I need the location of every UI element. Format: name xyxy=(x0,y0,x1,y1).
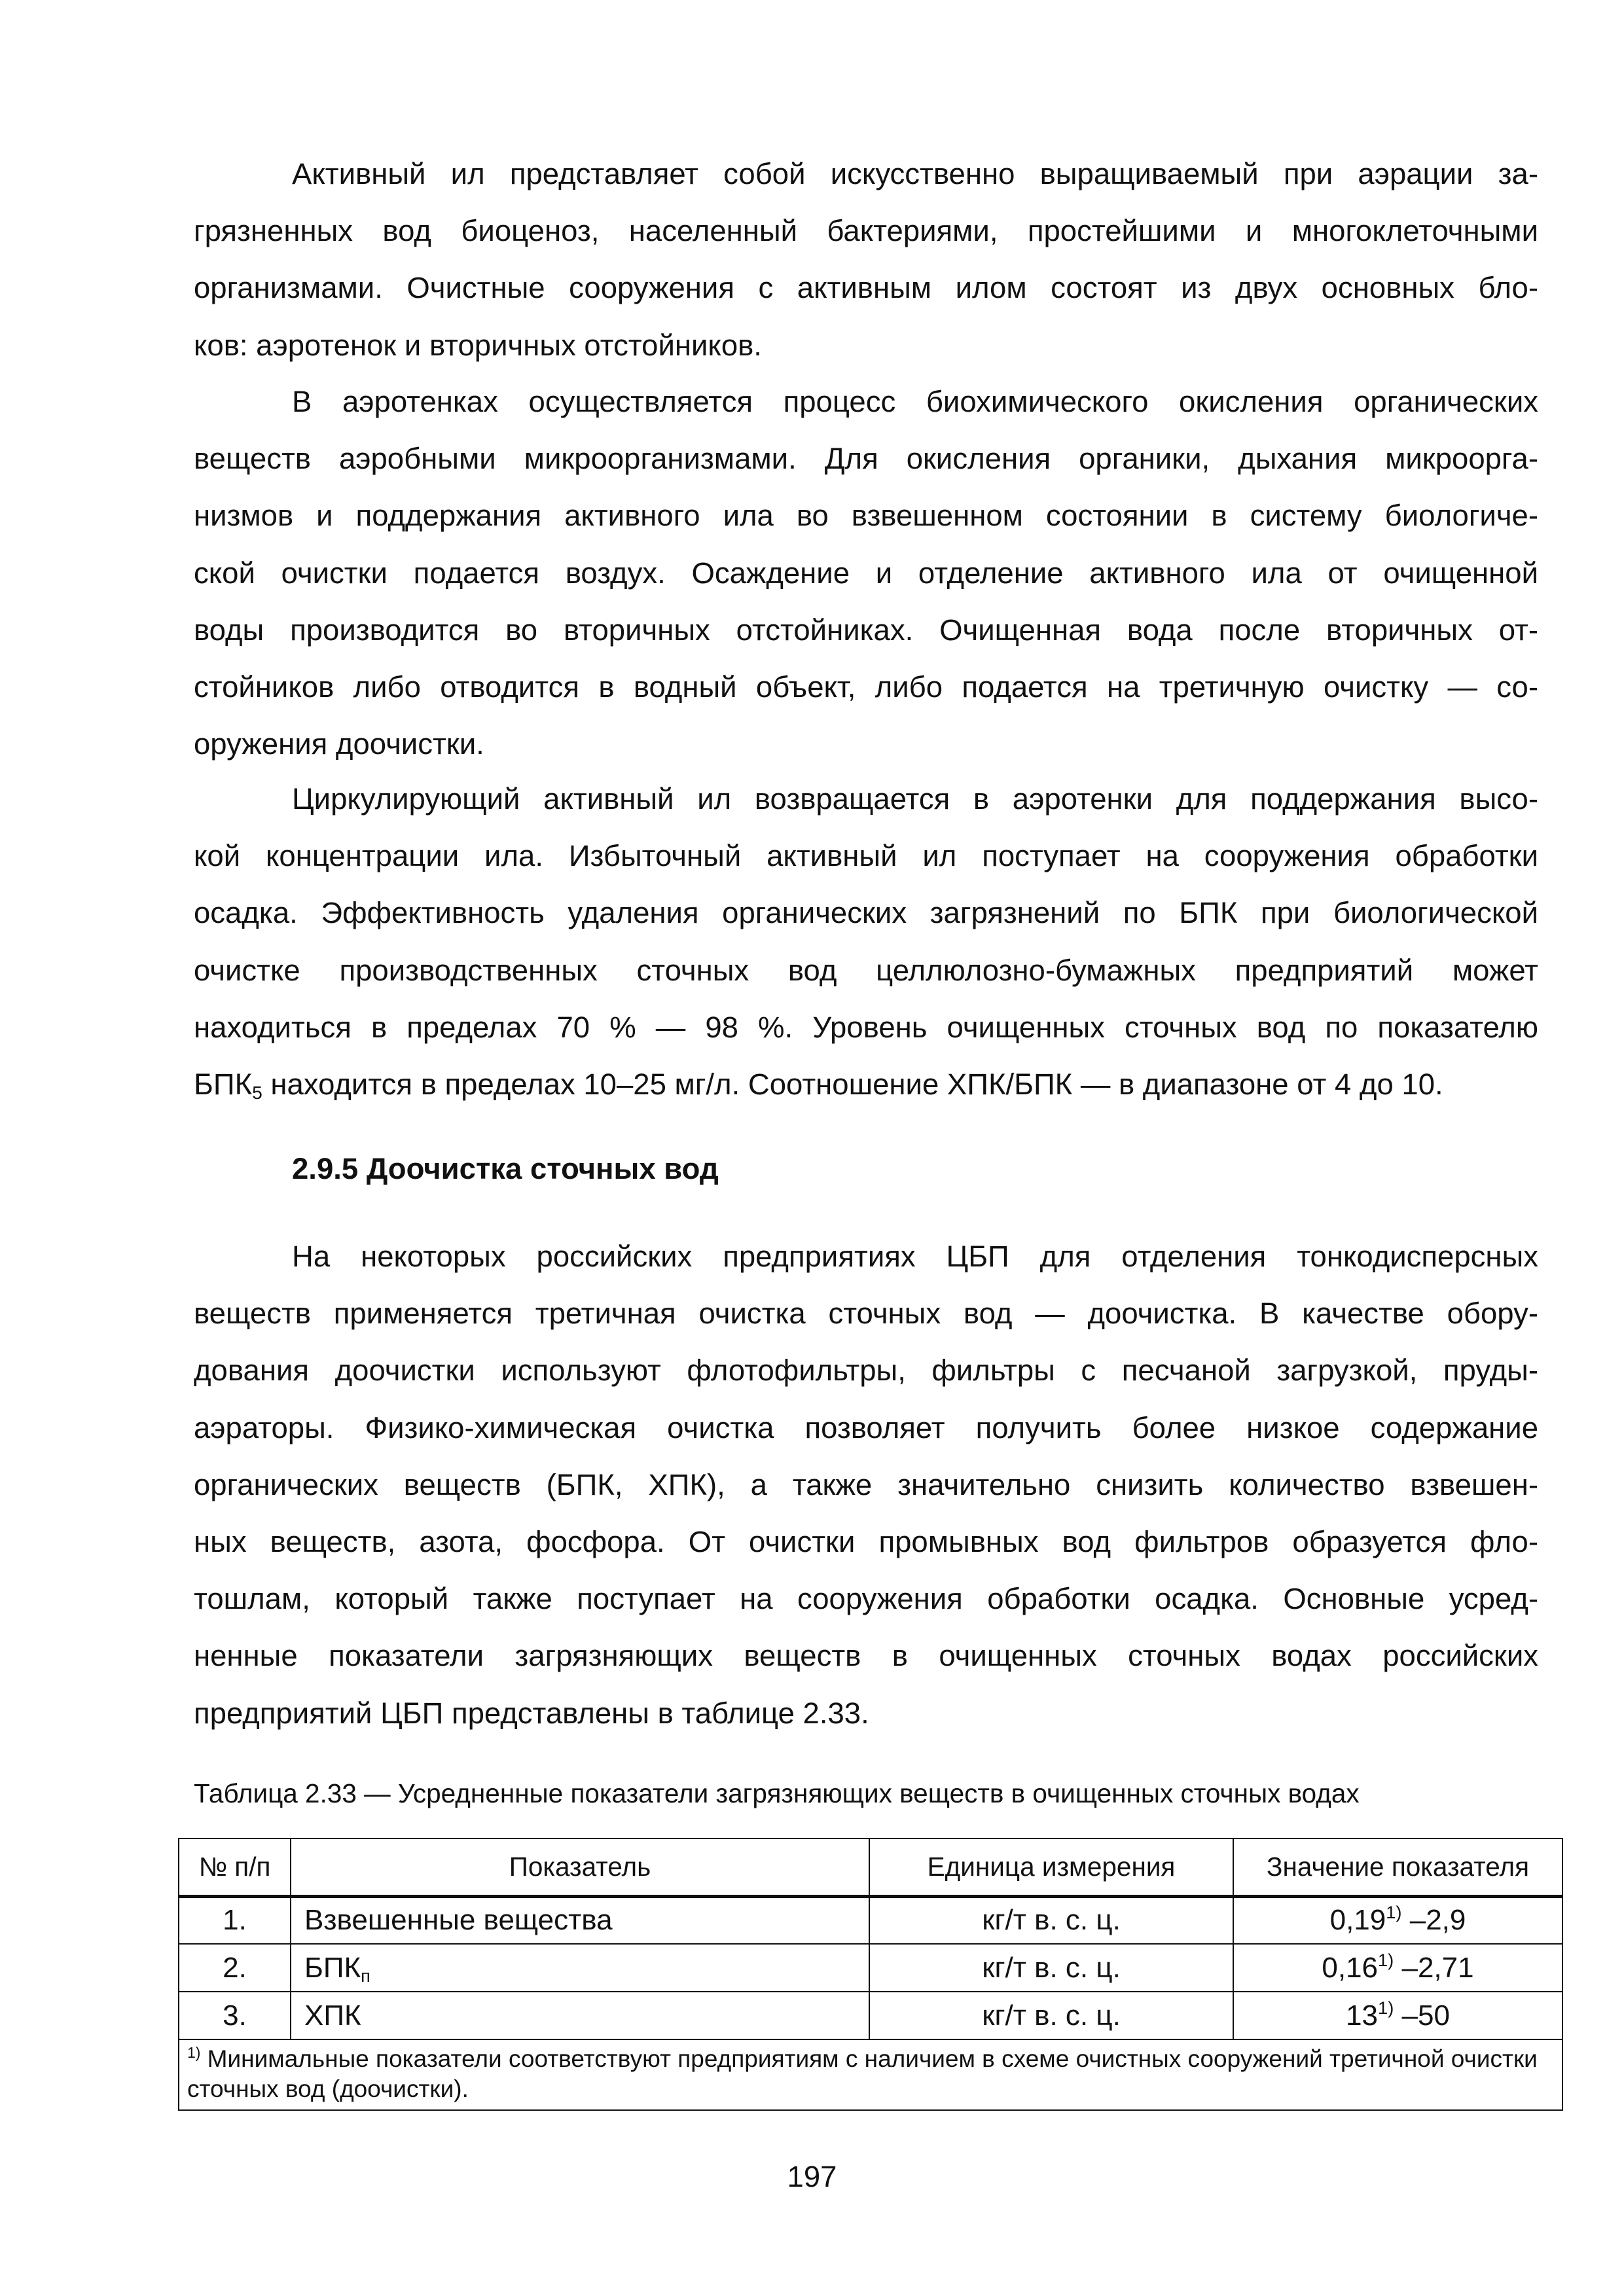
text-line: грязненных вод биоценоз, населенный бактериями, простейшими и многоклеточными xyxy=(194,214,1538,248)
text-line: Циркулирующий активный ил возвращается в аэротенки для поддержания высо- xyxy=(292,782,1538,816)
paragraph-post-treatment xyxy=(194,1228,1538,1742)
indicator-subscript: п xyxy=(361,1965,370,1986)
header-indicator: Показатель xyxy=(291,1839,869,1896)
row-indicator xyxy=(291,1896,869,1944)
text-line: кой концентрации ила. Избыточный активный ил поступает на сооружения обработки xyxy=(194,839,1538,873)
footnote-ref: 1) xyxy=(1386,1902,1402,1923)
table-caption: Таблица 2.33 — Усредненные показатели загрязняющих веществ в очищенных сточных водах xyxy=(194,1778,1360,1808)
text-line: ской очистки подается воздух. Осаждение и отделение активного ила от очищенной xyxy=(194,556,1538,590)
text-line: воды производится во вторичных отстойниках. Очищенная вода после вторичных от- xyxy=(194,613,1538,647)
text-line: На некоторых российских предприятиях ЦБП для отделения тонкодисперсных xyxy=(292,1240,1538,1273)
text-line: очистке производственных сточных вод целлюлозно-бумажных предприятий может xyxy=(194,953,1538,987)
table-footnote-row xyxy=(179,2039,1562,2110)
text-line: дования доочистки используют флотофильтры, фильтры с песчаной загрузкой, пруды- xyxy=(194,1354,1538,1388)
footnote-mark: 1) xyxy=(187,2043,201,2061)
value-min: 0,16 xyxy=(1322,1951,1379,1984)
footnote-ref: 1) xyxy=(1378,1949,1394,1970)
indicator-name: БПК xyxy=(304,1951,361,1984)
text-line: оружения доочистки. xyxy=(194,727,484,761)
text-line: Активный ил представляет собой искусственно выращиваемый при аэрации за- xyxy=(292,157,1538,190)
paragraph-activated-sludge xyxy=(194,145,1538,374)
value-max: –50 xyxy=(1394,1999,1450,2032)
page-number: 197 xyxy=(787,2160,837,2193)
paragraph-aerotanks xyxy=(194,373,1538,772)
text-line: ных веществ, азота, фосфора. От очистки промывных вод фильтров образуется фло- xyxy=(194,1524,1538,1558)
text-line: аэраторы. Физико-химическая очистка позволяет получить более низкое содержание xyxy=(194,1410,1538,1444)
text-line: веществ применяется третичная очистка сточных вод — доочистка. В качестве обору- xyxy=(194,1297,1538,1331)
pollutants-table xyxy=(178,1838,1563,2111)
row-value xyxy=(1233,1992,1562,2039)
footnote-ref: 1) xyxy=(1378,1997,1394,2018)
indicator-name: ХПК xyxy=(304,1999,361,2032)
value-min: 0,19 xyxy=(1329,1904,1386,1937)
section-heading: 2.9.5 Доочистка сточных вод xyxy=(292,1152,719,1185)
text-line: предприятий ЦБП представлены в таблице 2.33. xyxy=(194,1696,869,1730)
table-row xyxy=(179,1992,1562,2039)
value-max: –2,71 xyxy=(1394,1951,1474,1984)
text-line xyxy=(194,1056,1538,1113)
row-value xyxy=(1233,1944,1562,1992)
row-number: 3. xyxy=(179,1992,291,2039)
text-line: органических веществ (БПК, ХПК), а также значительно снизить количество взвешен- xyxy=(194,1467,1538,1501)
value-min: 13 xyxy=(1346,1999,1379,2032)
bod-subscript: 5 xyxy=(252,1081,262,1103)
row-number: 2. xyxy=(179,1944,291,1992)
text-line: В аэротенках осуществляется процесс биохимического окисления органических xyxy=(292,385,1538,418)
row-number: 1. xyxy=(179,1896,291,1944)
text-line: ненные показатели загрязняющих веществ в очищенных сточных водах российских xyxy=(194,1639,1538,1673)
text-line: организмами. Очистные сооружения с активным илом состоят из двух основных бло- xyxy=(194,271,1538,305)
header-unit: Единица измерения xyxy=(869,1839,1233,1896)
row-value xyxy=(1233,1896,1562,1944)
row-unit: кг/т в. с. ц. xyxy=(869,1896,1233,1944)
row-unit: кг/т в. с. ц. xyxy=(869,1944,1233,1992)
text-line: веществ аэробными микроорганизмами. Для окисления органики, дыхания микроорга- xyxy=(194,442,1538,476)
bod-label: БПК xyxy=(194,1067,253,1101)
row-indicator xyxy=(291,1992,869,2039)
row-unit: кг/т в. с. ц. xyxy=(869,1992,1233,2039)
header-number: № п/п xyxy=(179,1839,291,1896)
indicator-name: Взвешенные вещества xyxy=(304,1904,613,1937)
table-row xyxy=(179,1944,1562,1992)
footnote-text: Минимальные показатели соответствуют предприятиям с наличием в схеме очистных сооружений третичной очистки сточных вод (доочистки). xyxy=(187,2045,1538,2102)
table-footnote xyxy=(179,2039,1562,2110)
text-line: стойников либо отводится в водный объект, либо подается на третичную очистку — со- xyxy=(194,670,1538,704)
row-indicator xyxy=(291,1944,869,1992)
text-line: осадка. Эффективность удаления органических загрязнений по БПК при биологической xyxy=(194,896,1538,930)
paragraph-circulating-sludge xyxy=(194,770,1538,1113)
value-max: –2,9 xyxy=(1401,1904,1466,1937)
text-line: тошлам, который также поступает на сооружения обработки осадка. Основные усред- xyxy=(194,1582,1538,1616)
text-line: находиться в пределах 70 % — 98 %. Уровень очищенных сточных вод по показателю xyxy=(194,1010,1538,1044)
table-header-row xyxy=(179,1839,1562,1896)
table-row xyxy=(179,1896,1562,1944)
header-value: Значение показателя xyxy=(1233,1839,1562,1896)
text-line: низмов и поддержания активного ила во взвешенном состоянии в систему биологиче- xyxy=(194,499,1538,533)
bod-line-rest: находится в пределах 10–25 мг/л. Соотношение ХПК/БПК — в диапазоне от 4 до 10. xyxy=(262,1067,1443,1101)
text-line: ков: аэротенок и вторичных отстойников. xyxy=(194,328,762,362)
